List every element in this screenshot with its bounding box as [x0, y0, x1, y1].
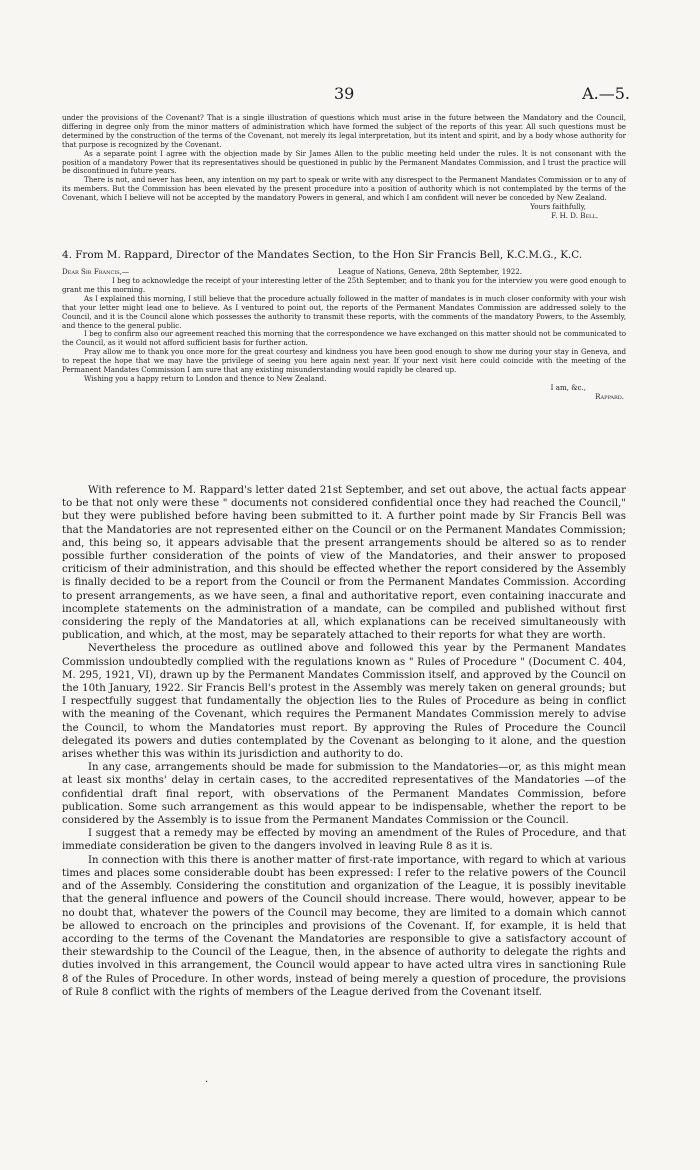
closing: Yours faithfully, — [530, 202, 586, 212]
paragraph: under the provisions of the Covenant? That is a single illustration of questions which must arise in the future between the Mandatory and the Council, differing in degree only from the minor matters of administration which have formed the subject of the reports of this year. All such questions must be determined by the construction of the terms of the Covenant, not merely its legal interpretation, but its intent and spirit, and by a body whose authority for that purpose is recognized by the Covenant. — [62, 113, 626, 149]
closing: I am, &c., — [550, 382, 586, 392]
place-date: League of Nations, Geneva, 28th September, 1922. — [338, 267, 523, 276]
paragraph: Wishing you a happy return to London and thence to New Zealand. — [84, 373, 327, 383]
salutation: Dear Sir Francis,— — [62, 267, 130, 276]
rappard-letter — [62, 268, 626, 402]
commentary — [62, 484, 626, 999]
page-number: 39 — [334, 84, 355, 103]
document-reference: A.—5. — [582, 84, 630, 103]
paragraph: Nevertheless the procedure as outlined above and followed this year by the Permanent Mandates Commission undoubtedly complied with the regulations known as " Rules of Procedure " (Document C. 404, M. 295, 1921, VI), drawn up by the Permanent Mandates Commission itself, and approved by the Council on the 10th January, 1922. Sir Francis Bell's protest in the Assembly was merely taken on general grounds; but I respectfully suggest that fundamentally the objection lies to the Rules of Procedure as being in conflict with the meaning of the Covenant, which requires the Permanent Mandates Commission merely to advise the Council, to whom the Mandatories must report. By approving the Rules of Procedure the Council delegated its powers and duties contemplated by the Covenant as belonging to it alone, and the question arises whether this was within its jurisdiction and authority to do. — [62, 643, 626, 761]
section-heading: 4. From M. Rappard, Director of the Mandates Section, to the Hon Sir Francis Bell, K.C.M.G., K.C. — [62, 249, 583, 261]
paragraph: Pray allow me to thank you once more for the great courtesy and kindness you have been good enough to show me during your stay in Geneva, and to repeat the hope that we may have the privilege of seeing you here again next year. If your next visit here could coincide with the meeting of the Permanent Mandates Commission I am sure that any existing misunderstanding would rapidly be cleared up. — [62, 347, 626, 375]
footer-mark: · — [205, 1077, 209, 1088]
paragraph: I beg to acknowledge the receipt of your interesting letter of the 25th September, and to thank you for the interview you were good enough to grant me this morning. — [62, 276, 626, 294]
paragraph: In connection with this there is another matter of first-rate importance, with regard to which at various times and places some considerable doubt has been expressed: I refer to the relative powers of the Council and of the Assembly. Considering the constitution and organization of the League, it is possibly inevitable that the general influence and powers of the Council should increase. There would, however, appear to be no doubt that, whatever the powers of the Council may become, they are limited to a domain which cannot be allowed to encroach on the principles and provisions of the Covenant. If, for example, it is held that according to the terms of the Covenant the Mandatories are responsible to give a satisfactory account of their stewardship to the Council of the League, then, in the absence of authority to delegate the rights and duties involved in this arrangement, the Council would appear to have acted ultra vires in sanctioning Rule 8 of the Rules of Procedure. In other words, instead of being merely a question of procedure, the provisions of Rule 8 conflict with the rights of members of the League derived from the Covenant itself. — [62, 854, 626, 998]
paragraph: As I explained this morning, I still believe that the procedure actually followed in the matter of mandates is in much closer conformity with your wish that your letter might lead one to believe. As I ventured to point out, the reports of the Permanent Mandates Commission are addressed solely to the Council, and it is the Council alone which possesses the authority to transmit these reports, with the comments of the mandatory Powers, to the Assembly, and thence to the general public. — [62, 293, 626, 330]
signature: F. H. D. Bell. — [551, 210, 598, 220]
paragraph: I beg to confirm also our agreement reached this morning that the correspondence we have exchanged on this matter should not be communicated to the Council, as it would not afford sufficient basis for further action. — [62, 329, 626, 348]
paragraph: With reference to M. Rappard's letter dated 21st September, and set out above, the actual facts appear to be that not only were these " documents not considered confidential once they had reached the Council," but they were published before having been submitted to it. A further point made by Sir Francis Bell was that the Mandatories are not represented either on the Council or on the Permanent Mandates Commission; and, this being so, it appears advisable that the present arrangements should be altered so as to render possible further consideration of the points of view of the Mandatories, and their answer to proposed criticism of their administration, and this should be effected whether the report considered by the Assembly is finally decided to be a report from the Council or from the Permanent Mandates Commission. According to present arrangements, as we have seen, a final and authoritative report, even containing inaccurate and incomplete statements on the administration of a mandate, can be compiled and published without first considering the reply of the Mandatories at all, which explanations can be received simultaneously with publication, and which, at the most, may be separately attached to their reports for what they are worth. — [62, 485, 626, 642]
signature: Rappard. — [595, 391, 624, 401]
paragraph: In any case, arrangements should be made for submission to the Mandatories—or, as this might mean at least six months' delay in certain cases, to the accredited representatives of the Mandatories —of the confidential draft final report, with observations of the Permanent Mandates Commission, before publication. Some such arrangement as this would appear to be indispensable, whether the report to be considered by the Assembly is to issue from the Permanent Mandates Commission or the Council. — [62, 762, 626, 827]
letter-3-tail — [62, 114, 626, 221]
paragraph: As a separate point I agree with the objection made by Sir James Allen to the public meeting held under the rules. It is not consonant with the position of a mandatory Power that its representatives should be questioned in public by the Permanent Mandates Commission, and I trust the practice will be discontinued in future years. — [62, 148, 626, 176]
paragraph: There is not, and never has been, any intention on my part to speak or write with any disrespect to the Permanent Mandates Commission or to any of its members. But the Commission has been elevated by the present procedure into a position of authority which is not contemplated by the terms of the Covenant, which I believe will not be accepted by the mandatory Powers in general, and which I am confident will never be conceded by New Zealand. — [62, 175, 626, 203]
paragraph: I suggest that a remedy may be effected by moving an amendment of the Rules of Procedure, and that immediate consideration be given to the dangers involved in leaving Rule 8 as it is. — [62, 828, 626, 853]
